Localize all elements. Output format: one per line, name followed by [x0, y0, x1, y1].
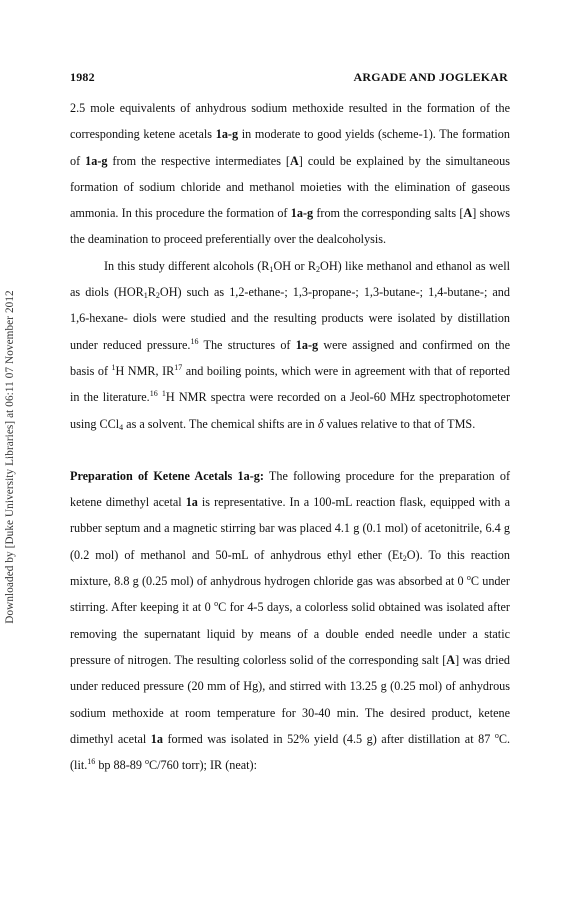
citation-ref: 16 [190, 336, 199, 346]
text: O). To this reaction mixture, 8.8 g (0.25 mol) of anhydrous hydrogen chloride gas was absorbed at 0 [70, 547, 510, 589]
text: C. (lit. [70, 731, 510, 773]
citation-ref: 16 [149, 389, 158, 399]
paragraph-3 [70, 463, 510, 779]
text: R [147, 285, 156, 300]
degree-mark: o [145, 757, 150, 767]
intermediate-label: A [289, 153, 299, 168]
citation-ref: 16 [87, 757, 96, 767]
intermediate-label: A [463, 206, 473, 221]
subscript: 1 [143, 291, 148, 301]
text: OH) like methanol and ethanol as well as diols (HOR [70, 258, 510, 300]
text: C/760 torr); IR (neat): [149, 758, 257, 773]
text: is representative. In a 100-mL reaction flask, equipped with a rubber septum and a magnetic stirring bar was placed 4.1 g (0.1 mol) of acetonitrile, 6.4 g (0.2 mol) of methanol and 50-mL of anhydrous ethyl ether (Et [70, 495, 510, 562]
compound-label: 1a [150, 731, 163, 746]
text: OH) such as 1,2-ethane-; 1,3-propane-; 1,3-butane-; 1,4-butane-; and 1,6-hexane- diols were studied and the resulting products were isolated by distillation under reduced pressure. [70, 285, 510, 352]
running-head-authors: ARGADE AND JOGLEKAR [353, 70, 508, 84]
citation-ref: 17 [174, 362, 183, 372]
paragraph-1 [70, 95, 510, 253]
text: were assigned and confirmed on the basis of [70, 337, 510, 378]
text: as a solvent. The chemical shifts are in [123, 416, 318, 431]
text: from the corresponding salts [ [313, 206, 464, 221]
text: H NMR, IR [115, 363, 175, 378]
text: values relative to that of TMS. [323, 416, 476, 431]
text: bp 88-89 [95, 758, 146, 773]
text: 2.5 mole equivalents of anhydrous sodium methoxide resulted in the formation of the corresponding ketene acetals [70, 101, 510, 142]
subscript: 2 [155, 291, 160, 301]
article-body [70, 95, 510, 778]
text: H NMR spectra were recorded on a Jeol-60 MHz spectrophotometer using CCl [70, 390, 510, 431]
delta-symbol: δ [317, 416, 324, 431]
text: formed was isolated in 52% yield (4.5 g) after distillation at 87 [162, 731, 495, 746]
section-heading: Preparation of Ketene Acetals 1a-g: [70, 468, 264, 483]
text: C for 4-5 days, a colorless solid obtained was isolated after removing the supernatant liquid by means of a double ended needle under a static pressure of nitrogen. The resulting colorless solid of the corresponding salt [ [70, 600, 510, 667]
degree-mark: o [214, 599, 219, 609]
text: OH or R [273, 258, 317, 273]
page-header [70, 70, 508, 85]
subscript: 1 [269, 264, 274, 274]
text: In this study different alcohols (R [104, 258, 270, 273]
text: The following procedure for the preparation of ketene dimethyl acetal [70, 468, 510, 510]
superscript: 1 [161, 389, 166, 399]
text: in moderate to good yields (scheme-1). The formation of [70, 127, 510, 168]
text: ] shows the deamination to proceed preferentially over the dealcoholysis. [70, 206, 510, 247]
intermediate-label: A [446, 652, 456, 667]
page-number: 1982 [70, 70, 95, 84]
download-watermark-text: Downloaded by [Duke University Libraries] at 06:11 07 November 2012 [4, 290, 16, 624]
superscript: 1 [111, 362, 116, 372]
compound-label: 1a-g [85, 153, 108, 168]
text: The structures of [198, 337, 296, 352]
subscript: 2 [402, 553, 407, 563]
degree-mark: o [466, 573, 471, 583]
text: ] was dried under reduced pressure (20 mm of Hg), and stirred with 13.25 g (0.25 mol) of anhydrous sodium methoxide at room temperature for 30-40 min. The desired product, ketene dimethyl acetal [70, 652, 510, 746]
text: from the respective intermediates [ [107, 153, 290, 168]
compound-label: 1a [185, 495, 198, 510]
paragraph-2 [70, 253, 510, 437]
text: and boiling points, which were in agreement with that of reported in the literature. [70, 363, 510, 405]
text: C under stirring. After keeping it at 0 [70, 574, 510, 615]
degree-mark: o [494, 730, 499, 740]
subscript: 4 [119, 422, 124, 432]
subscript: 2 [316, 264, 321, 274]
text: ] could be explained by the simultaneous formation of sodium chloride and methanol moieties with the elimination of gaseous ammonia. In this procedure the formation of [70, 153, 510, 221]
compound-label: 1a-g [295, 337, 319, 352]
compound-label: 1a-g [215, 127, 239, 142]
compound-label: 1a-g [290, 206, 314, 221]
